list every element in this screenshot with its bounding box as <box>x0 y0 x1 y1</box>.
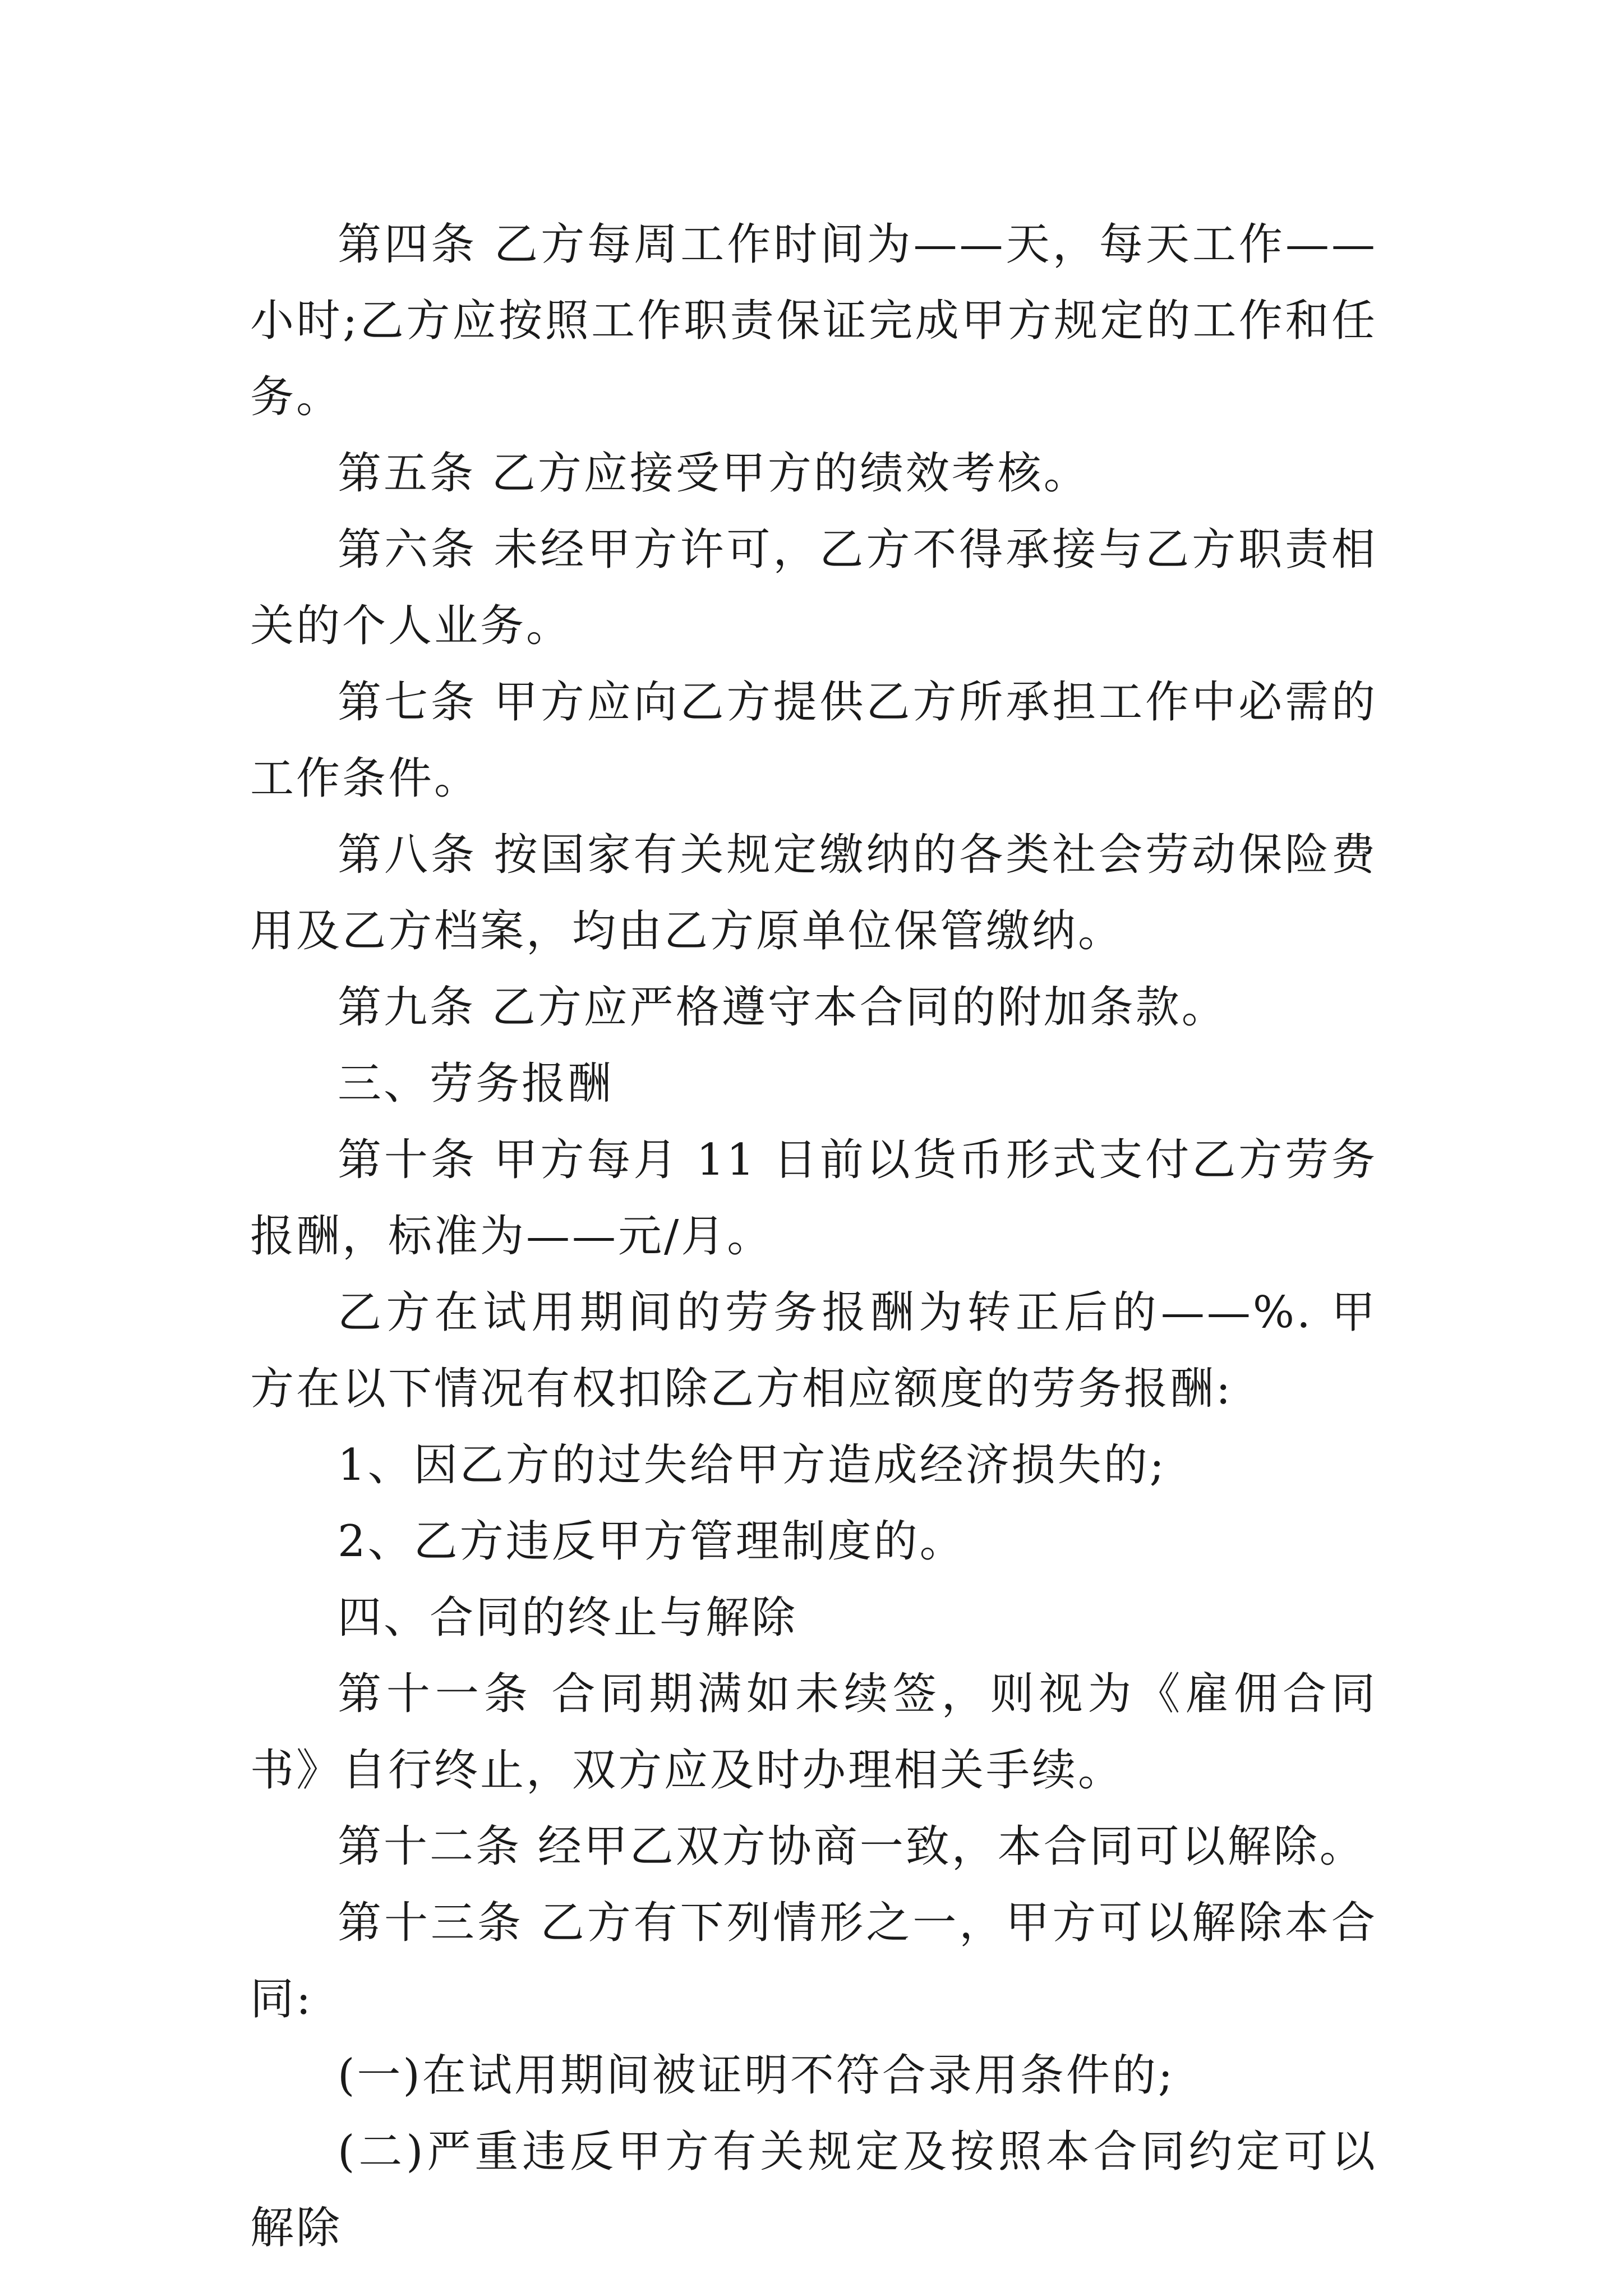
clause-9: 第九条 乙方应严格遵守本合同的附加条款。 <box>338 982 1228 1033</box>
clause-8: 第八条 按国家有关规定缴纳的各类社会劳动保险费用及乙方档案，均由乙方原单位保管缴纳。 <box>250 830 1377 956</box>
clause-10: 第十条 甲方每月 11 日前以货币形式支付乙方劳务报酬，标准为——元/月。 <box>250 1135 1377 1262</box>
clause-5: 第五条 乙方应接受甲方的绩效考核。 <box>338 448 1090 499</box>
document-body <box>250 206 1377 2266</box>
clause-4: 第四条 乙方每周工作时间为——天，每天工作——小时;乙方应按照工作职责保证完成甲方规定的工作和任务。 <box>250 219 1377 422</box>
section-heading-remuneration: 三、劳务报酬 <box>338 1059 614 1109</box>
probation-remuneration-paragraph: 乙方在试用期间的劳务报酬为转正后的——%. 甲方在以下情况有权扣除乙方相应额度的劳务报酬: <box>250 1287 1377 1414</box>
clause-7: 第七条 甲方应向乙方提供乙方所承担工作中必需的工作条件。 <box>250 677 1377 804</box>
clause-12: 第十二条 经甲乙双方协商一致，本合同可以解除。 <box>338 1821 1366 1872</box>
deduction-item-2: 2、乙方违反甲方管理制度的。 <box>338 1516 966 1567</box>
clause-6: 第六条 未经甲方许可，乙方不得承接与乙方职责相关的个人业务。 <box>250 524 1377 651</box>
termination-condition-1: (一)在试用期间被证明不符合录用条件的; <box>338 2050 1175 2101</box>
deduction-item-1: 1、因乙方的过失给甲方造成经济损失的; <box>338 1440 1166 1490</box>
termination-condition-2: (二)严重违反甲方有关规定及按照本合同约定可以解除 <box>250 2127 1377 2253</box>
section-heading-termination: 四、合同的终止与解除 <box>338 1593 798 1643</box>
clause-11: 第十一条 合同期满如未续签，则视为《雇佣合同书》自行终止，双方应及时办理相关手续。 <box>250 1669 1377 1796</box>
clause-13: 第十三条 乙方有下列情形之一，甲方可以解除本合同: <box>250 1898 1377 2024</box>
